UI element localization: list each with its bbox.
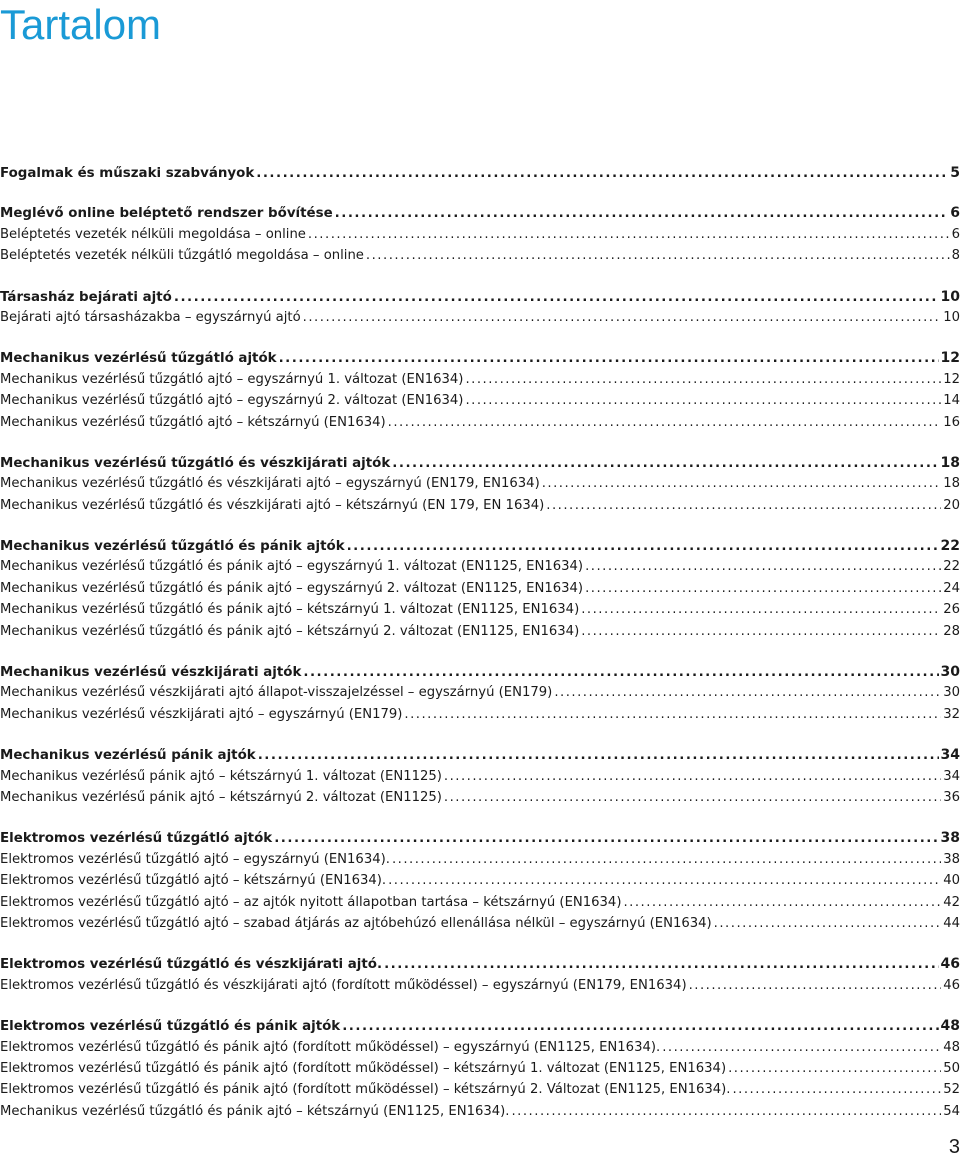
dot-leader — [444, 790, 941, 805]
toc-entry-label: Mechanikus vezérlésű tűzgátló ajtó – egyszárnyú 2. változat (EN1634) — [0, 393, 464, 409]
dot-leader — [546, 498, 941, 513]
toc-entry-page: 44 — [943, 915, 960, 931]
toc-section — [0, 1018, 960, 1125]
toc-entry-label: Mechanikus vezérlésű tűzgátló és vészkijárati ajtó – egyszárnyú (EN179, EN1634) — [0, 476, 540, 492]
toc-entry-label: Mechanikus vezérlésű vészkijárati ajtók — [0, 665, 302, 681]
toc-entry-page: 22 — [940, 538, 960, 555]
dot-leader — [728, 1061, 941, 1076]
toc-entry-label: Meglévő online beléptető rendszer bővítése — [0, 206, 333, 222]
toc-entry[interactable] — [0, 707, 960, 728]
toc-entry-page: 42 — [943, 894, 960, 910]
toc-entry[interactable] — [0, 1104, 960, 1125]
dot-leader — [542, 476, 942, 491]
toc-section — [0, 664, 960, 728]
toc-entry-label: Elektromos vezérlésű tűzgátló és vészkijárati ajtó (fordított működéssel) – egyszárnyú (EN179, EN1634) — [0, 977, 687, 993]
toc-entry-page: 6 — [950, 205, 960, 222]
toc-entry-label: Elektromos vezérlésű tűzgátló ajtó – egyszárnyú (EN1634). — [0, 851, 390, 867]
dot-leader — [444, 769, 941, 784]
table-of-contents — [0, 165, 960, 1144]
toc-heading-entry[interactable] — [0, 205, 960, 226]
dot-leader — [581, 624, 941, 639]
toc-entry[interactable] — [0, 790, 960, 811]
toc-entry-label: Mechanikus vezérlésű tűzgátló ajtó – egyszárnyú 1. változat (EN1634) — [0, 371, 464, 387]
toc-entry-label: Fogalmak és műszaki szabványok — [0, 166, 255, 181]
toc-section — [0, 830, 960, 937]
toc-entry-label: Mechanikus vezérlésű tűzgátló és pánik ajtó – kétszárnyú (EN1125, EN1634). — [0, 1103, 510, 1119]
toc-entry-label: Mechanikus vezérlésű tűzgátló és pánik ajtó – egyszárnyú 2. változat (EN1125, EN1634) — [0, 580, 584, 596]
toc-entry-label: Mechanikus vezérlésű tűzgátló és pánik ajtók — [0, 539, 345, 555]
toc-entry-label: Mechanikus vezérlésű vészkijárati ajtó állapot-visszajelzéssel – egyszárnyú (EN179) — [0, 685, 553, 701]
toc-entry[interactable] — [0, 602, 960, 623]
toc-entry-page: 6 — [951, 226, 960, 242]
toc-entry[interactable] — [0, 581, 960, 602]
dot-leader — [388, 415, 942, 430]
toc-entry-page: 38 — [943, 851, 960, 867]
toc-entry-page: 34 — [943, 768, 960, 784]
toc-entry-page: 34 — [940, 747, 960, 764]
dot-leader — [174, 290, 939, 305]
dot-leader — [392, 852, 941, 867]
toc-section — [0, 956, 960, 999]
toc-entry[interactable] — [0, 685, 960, 706]
toc-entry-label: Mechanikus vezérlésű vészkijárati ajtó – egyszárnyú (EN179) — [0, 706, 403, 722]
toc-entry[interactable] — [0, 852, 960, 873]
toc-entry[interactable] — [0, 624, 960, 645]
toc-entry-page: 5 — [950, 165, 960, 181]
toc-entry[interactable] — [0, 248, 960, 269]
toc-heading-entry[interactable] — [0, 1018, 960, 1039]
page-number: 3 — [948, 1136, 960, 1158]
toc-entry-label: Elektromos vezérlésű tűzgátló és pánik ajtó (fordított működéssel) – egyszárnyú (EN1125, EN1634). — [0, 1039, 661, 1055]
toc-entry-label: Elektromos vezérlésű tűzgátló ajtó – az ajtók nyitott állapotban tartása – kétszárnyú (EN1634) — [0, 894, 622, 910]
dot-leader — [585, 559, 941, 574]
toc-entry-page: 16 — [943, 414, 960, 430]
toc-entry-page: 48 — [943, 1039, 960, 1055]
toc-entry-label: Mechanikus vezérlésű pánik ajtó – kétszárnyú 1. változat (EN1125) — [0, 768, 442, 784]
toc-entry-label: Mechanikus vezérlésű tűzgátló és pánik ajtó – kétszárnyú 2. változat (EN1125, EN1634) — [0, 623, 580, 639]
toc-heading-entry[interactable] — [0, 538, 960, 559]
toc-entry-page: 20 — [943, 497, 960, 513]
dot-leader — [511, 1104, 941, 1119]
dot-leader — [384, 957, 938, 972]
dot-leader — [465, 372, 941, 387]
toc-entry-page: 12 — [940, 350, 960, 367]
toc-section — [0, 165, 960, 186]
toc-entry[interactable] — [0, 476, 960, 497]
toc-entry-label: Mechanikus vezérlésű tűzgátló és pánik ajtó – egyszárnyú 1. változat (EN1125, EN1634) — [0, 559, 584, 575]
toc-entry[interactable] — [0, 415, 960, 436]
toc-entry-page: 36 — [943, 789, 960, 805]
toc-section — [0, 455, 960, 519]
toc-entry-page: 10 — [940, 288, 960, 305]
toc-entry-page: 50 — [943, 1060, 960, 1076]
toc-entry[interactable] — [0, 1040, 960, 1061]
toc-entry-page: 46 — [940, 956, 960, 973]
toc-entry[interactable] — [0, 873, 960, 894]
dot-leader — [554, 685, 941, 700]
toc-entry-label: Elektromos vezérlésű tűzgátló ajtó – kétszárnyú (EN1634). — [0, 873, 387, 889]
toc-section — [0, 289, 960, 332]
toc-entry-page: 52 — [943, 1082, 960, 1098]
toc-entry-label: Beléptetés vezeték nélküli tűzgátló megoldása – online — [0, 248, 364, 264]
dot-leader — [662, 1040, 941, 1055]
toc-entry-page: 18 — [943, 476, 960, 492]
toc-section — [0, 205, 960, 269]
toc-entry[interactable] — [0, 393, 960, 414]
toc-section — [0, 350, 960, 436]
toc-heading-entry[interactable] — [0, 664, 960, 685]
toc-entry-page: 54 — [943, 1103, 960, 1119]
dot-leader — [392, 456, 938, 471]
toc-entry-page: 38 — [940, 830, 960, 847]
toc-entry[interactable] — [0, 559, 960, 580]
dot-leader — [585, 581, 941, 596]
dot-leader — [256, 166, 948, 181]
toc-entry-label: Mechanikus vezérlésű tűzgátló ajtó – kétszárnyú (EN1634) — [0, 414, 386, 430]
dot-leader — [714, 916, 942, 931]
toc-entry-label: Elektromos vezérlésű tűzgátló és pánik ajtók — [0, 1019, 341, 1035]
toc-entry-label: Elektromos vezérlésű tűzgátló és pánik ajtó (fordított működéssel) – kétszárnyú 1. változat (EN1125, EN1634) — [0, 1060, 727, 1076]
toc-entry-label: Mechanikus vezérlésű tűzgátló és pánik ajtó – kétszárnyú 1. változat (EN1125, EN1634) — [0, 602, 580, 618]
dot-leader — [366, 248, 950, 263]
dot-leader — [465, 393, 941, 408]
toc-entry-page: 14 — [943, 393, 960, 409]
dot-leader — [581, 602, 941, 617]
toc-heading-entry[interactable] — [0, 350, 960, 371]
toc-entry-label: Mechanikus vezérlésű tűzgátló és vészkijárati ajtó – kétszárnyú (EN 179, EN 1634) — [0, 497, 545, 513]
toc-section — [0, 538, 960, 645]
dot-leader — [335, 206, 949, 221]
toc-heading-entry[interactable] — [0, 165, 960, 186]
dot-leader — [279, 351, 939, 366]
dot-leader — [388, 873, 941, 888]
toc-entry-page: 10 — [943, 309, 960, 325]
toc-heading-entry[interactable] — [0, 747, 960, 768]
dot-leader — [404, 707, 941, 722]
toc-heading-entry[interactable] — [0, 830, 960, 851]
dot-leader — [308, 227, 950, 242]
toc-entry[interactable] — [0, 769, 960, 790]
toc-heading-entry[interactable] — [0, 289, 960, 310]
dot-leader — [342, 1019, 938, 1034]
toc-entry[interactable] — [0, 1082, 960, 1103]
toc-entry[interactable] — [0, 895, 960, 916]
toc-entry-page: 48 — [940, 1018, 960, 1035]
toc-entry-label: Elektromos vezérlésű tűzgátló és vészkijárati ajtó. — [0, 957, 383, 973]
toc-entry-page: 30 — [943, 685, 960, 701]
toc-heading-entry[interactable] — [0, 455, 960, 476]
toc-entry-page: 24 — [943, 580, 960, 596]
toc-entry-label: Mechanikus vezérlésű tűzgátló ajtók — [0, 351, 277, 367]
toc-entry-label: Elektromos vezérlésű tűzgátló ajtó – szabad átjárás az ajtóbehúzó ellenállása nélkül – egyszárnyú (EN1634) — [0, 915, 712, 931]
toc-entry-page: 18 — [940, 454, 960, 471]
dot-leader — [689, 978, 942, 993]
toc-entry-label: Elektromos vezérlésű tűzgátló és pánik ajtó (fordított működéssel) – kétszárnyú 2. Változat (EN1125, EN1634). — [0, 1082, 731, 1098]
toc-entry-page: 30 — [940, 664, 960, 681]
toc-entry-page: 26 — [943, 602, 960, 618]
toc-entry-page: 46 — [943, 977, 960, 993]
toc-entry[interactable] — [0, 227, 960, 248]
toc-entry-page: 28 — [943, 623, 960, 639]
toc-entry-label: Társasház bejárati ajtó — [0, 289, 172, 305]
toc-entry[interactable] — [0, 1061, 960, 1082]
toc-entry[interactable] — [0, 916, 960, 937]
toc-entry-label: Bejárati ajtó társasházakba – egyszárnyú ajtó — [0, 309, 301, 325]
toc-entry-page: 12 — [943, 371, 960, 387]
toc-entry-label: Elektromos vezérlésű tűzgátló ajtók — [0, 831, 273, 847]
toc-entry-page: 40 — [943, 873, 960, 889]
toc-entry-label: Beléptetés vezeték nélküli megoldása – online — [0, 226, 306, 242]
toc-entry[interactable] — [0, 498, 960, 519]
dot-leader — [258, 748, 939, 763]
page-title: Tartalom — [0, 1, 162, 48]
dot-leader — [623, 895, 941, 910]
toc-entry[interactable] — [0, 372, 960, 393]
toc-entry[interactable] — [0, 978, 960, 999]
toc-entry-label: Mechanikus vezérlésű pánik ajtók — [0, 748, 256, 764]
toc-section — [0, 747, 960, 811]
toc-entry-page: 8 — [951, 248, 960, 264]
toc-entry-page: 32 — [943, 706, 960, 722]
dot-leader — [303, 665, 938, 680]
toc-entry[interactable] — [0, 310, 960, 331]
dot-leader — [274, 831, 938, 846]
toc-entry-page: 22 — [943, 559, 960, 575]
toc-entry-label: Mechanikus vezérlésű pánik ajtó – kétszárnyú 2. változat (EN1125) — [0, 789, 442, 805]
dot-leader — [732, 1082, 941, 1097]
toc-entry-label: Mechanikus vezérlésű tűzgátló és vészkijárati ajtók — [0, 455, 391, 471]
dot-leader — [303, 310, 942, 325]
dot-leader — [347, 539, 939, 554]
toc-heading-entry[interactable] — [0, 956, 960, 977]
